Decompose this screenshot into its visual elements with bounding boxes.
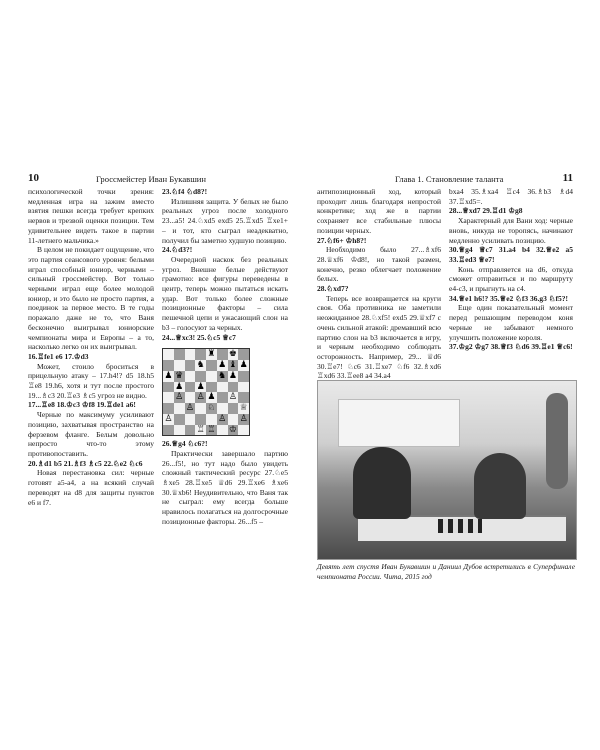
- board-square: [217, 349, 228, 360]
- chapter-title: Глава 1. Становление таланта: [395, 174, 504, 184]
- move-line: 20.♗d1 b5 21.♗f3 ♗c5 22.♘e2 ♘c6: [28, 458, 143, 468]
- photo-caption: Девять лет спустя Иван Букавшин и Даниил Дубов встретились в Суперфинале чемпионата России. Чита, 2015 год: [317, 562, 575, 581]
- board-square: [174, 425, 185, 436]
- paragraph: Конь отправляется на d6, откуда сможет отправиться и по маршруту e4-c3, и прыгнуть на c4.: [449, 264, 573, 294]
- paragraph: Еще один показательный момент перед решающим переводом коня черные не забывают немного улучшить положение короля.: [449, 303, 573, 342]
- board-square: [185, 414, 196, 425]
- chess-piece: ♟: [239, 360, 248, 370]
- photo-player-right: [474, 453, 526, 519]
- paragraph: Новая перестановка сил: черные готовят а5-а4, а на всякий случай переводят на d8 для защиты пунктов е6 и f7.: [28, 468, 154, 507]
- board-square: [163, 425, 174, 436]
- chess-piece: ♔: [228, 424, 237, 435]
- board-square: [163, 392, 174, 403]
- board-square: [206, 360, 217, 371]
- board-square: [228, 414, 239, 425]
- move-line: 28.♘xd7?: [317, 284, 349, 294]
- chess-piece: ♟: [228, 370, 237, 381]
- chess-piece: ♟: [164, 370, 173, 381]
- chess-piece: ♟: [175, 381, 184, 392]
- board-square: [195, 414, 206, 425]
- paragraph: Необходимо было 27...♗xf6 28.♕xf6 ♔d8!, но такой размен, конечно, резко облегчает положение белых.: [317, 245, 441, 284]
- board-square: [217, 403, 228, 414]
- board-square: [238, 371, 249, 382]
- chess-piece: ♙: [185, 403, 194, 413]
- paragraph: Практически завершало партию 26...f5!, но тут надо было увидеть сложный тактический ресурс 27.♘e5 ♗xe5 28.♖xe5 ♕d6 29.♖xe6 ♗xe6 30.♕xb6! Неудивительно, что Ваня так не сыграл: ему всегда больше нравилось полагаться на долгосрочные позиционные факторы. 26...f5 –: [162, 448, 288, 526]
- board-square: [195, 403, 206, 414]
- chess-piece: ♕: [239, 403, 248, 413]
- photo-chessboard: [438, 519, 482, 533]
- paragraph: В целом не покидает ощущение, что это партия сеансового уровня: белыми играл способный юниор, черными – сильный гроссмейстер. Вот только черными играл еще более молодой юниор, и это было не просто партия, а поединок за первое место. В те годы поражало даже не то, что Ваня бесконечно выигрывал юниорские чемпионаты мира и Европы – а то, насколько легко он их выигрывал.: [28, 245, 154, 352]
- chess-piece: ♙: [239, 413, 248, 424]
- chess-piece: ♝: [228, 360, 237, 370]
- board-square: [206, 371, 217, 382]
- page-number-left: 10: [28, 172, 39, 184]
- board-square: [174, 360, 185, 371]
- board-square: [174, 349, 185, 360]
- board-square: [163, 382, 174, 393]
- move-line: 30.♕g4 ♕c7 31.a4 b4 32.♕e2 a5 33.♖ed3 ♕e7!: [449, 245, 573, 264]
- board-square: [185, 382, 196, 393]
- board-square: [228, 382, 239, 393]
- move-line: 23.♘f4 ♘d8?!: [162, 187, 208, 196]
- chess-piece: ♞: [218, 370, 227, 381]
- book-title: Гроссмейстер Иван Букавшин: [96, 174, 207, 184]
- move-line: 17...♖e8 18.♔c3 ♔f8 19.♖de1 a6!: [28, 400, 136, 410]
- move-line: 37.♔g2 ♔g7 38.♕f3 ♘d6 39.♖e1 ♕c6!: [449, 342, 573, 352]
- tournament-photo: [317, 380, 577, 560]
- paragraph: антипозиционный ход, который проходит лишь благодаря непростой конкретике; ход же в партии сохраняет все стабильные плюсы позиции черных.: [317, 187, 441, 235]
- photo-standing-spectator: [546, 393, 568, 489]
- chess-piece: ♖: [207, 424, 216, 435]
- left-running-head: [28, 173, 298, 185]
- paragraph: психологической точки зрения: медленная игра на зажим вместо взятия пешки всегда требует крепких нервов и трезвой оценки позиции. Тем удивительнее видеть такое в партии 11-летнего мальчика.»: [28, 187, 154, 245]
- paragraph: Излишняя защита. У белых не было реальных угроз после холодного 23...а5! 24.♘xd5 exd5 25.♖xd5 ♖xe1+ – и тот, кто сыграл неадекватно, получил бы заметно худшую позицию.: [162, 196, 288, 245]
- board-square: [217, 392, 228, 403]
- board-square: [206, 414, 217, 425]
- chess-piece: ♙: [175, 392, 184, 403]
- chess-piece: ♙: [196, 392, 205, 403]
- board-square: [228, 403, 239, 414]
- chess-piece: ♛: [175, 370, 184, 381]
- chess-piece: ♙: [164, 413, 173, 424]
- right-column-1: [317, 187, 441, 381]
- move-line: 24...♕xc3! 25.♘c5 ♕c7: [162, 332, 236, 342]
- board-square: [185, 360, 196, 371]
- paragraph: Черные по максимуму усиливают позицию, захватывая пространство на ферзевом фланге. Белым довольно непросто что-то этому противопоставить.: [28, 410, 154, 458]
- left-column-1: [28, 187, 154, 507]
- board-square: [217, 425, 228, 436]
- board-square: [185, 392, 196, 403]
- move-line: 27.♘f6+ ♔h8?!: [317, 235, 367, 245]
- paragraph: bxa4 35.♗xa4 ♖c4 36.♗b3 ♗d4 37.♖xd5=.: [449, 187, 573, 206]
- board-square: [163, 349, 174, 360]
- chess-diagram: [162, 348, 250, 436]
- move-line: 34.♕e1 h6!? 35.♕e2 ♘f3 36.g3 ♘f5?!: [449, 293, 568, 303]
- paragraph: Характерный для Вани ход: черные вновь, никуда не торопясь, начинают медленно усиливать позицию.: [449, 216, 573, 245]
- chess-piece: ♜: [207, 349, 216, 360]
- chess-piece: ♙: [218, 413, 227, 424]
- board-square: [195, 371, 206, 382]
- board-square: [163, 360, 174, 371]
- chess-piece: ♞: [196, 360, 205, 370]
- chess-piece: ♟: [196, 381, 205, 392]
- board-square: [238, 392, 249, 403]
- board-square: [174, 414, 185, 425]
- right-running-head: [305, 173, 573, 185]
- chess-piece: ♟: [218, 360, 227, 370]
- paragraph: Очередной наскок без реальных угроз. Внешне белые действуют грамотно: все фигуры переведены в центр, теперь можно пытаться искать удар. Вот только более сложные позиционные факторы – сила пешечной цепи и ужасающий слон на b3 – голосуют за черных.: [162, 254, 288, 332]
- move-line: 24.♘d3?!: [162, 245, 193, 255]
- board-square: [195, 349, 206, 360]
- board-square: [185, 371, 196, 382]
- chess-piece: ♟: [207, 392, 216, 403]
- board-square: [185, 425, 196, 436]
- page-number-right: 11: [562, 172, 573, 184]
- paragraph: Может, стоило броситься в прицельную атаку – 17.h4!? d5 18.h5 ♖e8 19.h6, хотя и тут после простого 19...♗c3 20.♖e3 ♗c5 угроз не видно.: [28, 361, 154, 400]
- chess-piece: ♘: [207, 403, 216, 413]
- photo-banner: [338, 399, 460, 447]
- chess-piece: ♚: [228, 349, 237, 360]
- board-square: [238, 349, 249, 360]
- board-square: [206, 382, 217, 393]
- board-square: [174, 403, 185, 414]
- right-column-2: [449, 187, 573, 352]
- board-square: [163, 403, 174, 414]
- move-line: 26.♕g4 ♘c6?!: [162, 439, 208, 449]
- board-square: [238, 382, 249, 393]
- board-square: [217, 382, 228, 393]
- chess-piece: ♖: [196, 424, 205, 435]
- move-line: 28...♕xd7 29.♖d1 ♔g8: [449, 206, 523, 216]
- board-square: [185, 349, 196, 360]
- move-line: 16.♖fe1 e6 17.♔d3: [28, 351, 89, 361]
- board-square: [238, 425, 249, 436]
- paragraph: Теперь все возвращается на круги своя. Оба противника не заметили неожиданное 28.♘xf5! exd5 29.♕xf7 с очень сильной атакой: дремавший всю партию слон на b3 включается в игру, и черным необходимо соблюдать осторожность. Например, 29... ♕d6 30.♖e7! ♘c6 31.♖xe7 ♘f6 32.♗xd6 ♖xd6 33.♖ee8 a4 34.a4: [317, 293, 441, 381]
- chess-piece: ♙: [228, 392, 237, 403]
- left-column-2: [162, 187, 288, 527]
- photo-player-left: [353, 447, 411, 519]
